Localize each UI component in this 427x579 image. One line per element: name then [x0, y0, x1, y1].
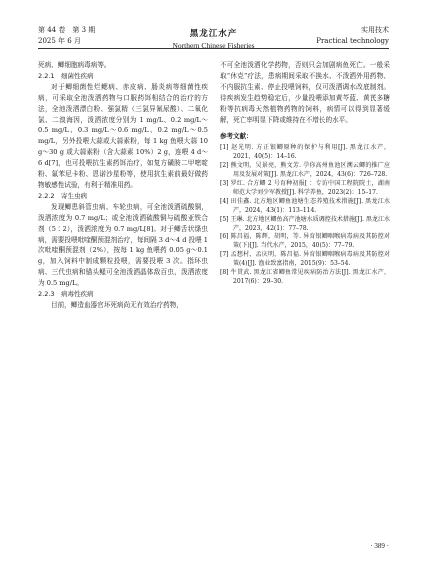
reference-item: [7] 孟想村，孟庆明，陈昌福. 异育银鲫咽喉病毒病及其防控对策(4)[J]. 渔业致富指南，2015(9)：53–54. [220, 251, 390, 268]
publication-date: 2025 年 6 月 [38, 37, 81, 45]
header-divider [38, 48, 389, 49]
page-number: · 389 · [370, 542, 389, 550]
page-header [38, 25, 389, 59]
paragraph: 不可全池泼洒化学药物，否则只会加剧病鱼死亡。一般采取“休克”疗法，患病期间采取不换水、不泼洒外用药物、不内服抗生素、停止投喂饲料，仅可泼洒调水改底制剂。待疾病发生趋势稳定后，少量投喂添加黄芩蓝、黄芪多糖粉等抗病毒天然植物药物的饲料，病情可以得到显著缓解，死亡率明显下降或维持在不增长的水平。 [220, 61, 390, 124]
left-column [38, 60, 208, 311]
section-heading-bacterial: 2.2.1 细菌性疾病 [38, 71, 94, 80]
section-heading-viral: 2.2.3 病毒性疾病 [38, 290, 94, 299]
paragraph: 发现鲫患斜管虫病、车轮虫病，可全池泼洒硫酸铜，泼洒浓度为 0.7 mg/L；或全池泼洒硫酸铜与硫酸亚铁合剂（5∶2），泼洒浓度为 0.7 mg/L[8]。对于鲫舌状绦虫病，需要投喂吡喹酮预混剂治疗，每间隔 3 d～4 d 投喂 1 次吡喹酮预混剂（2%），按每 1 kg 鱼喂药 0.05 g～0.1 g，加入饲料中制成颗粒投喂，需要投喂 3 次。指环虫病、三代虫病和锚头鳋可全池泼洒晶体敌百虫，泼洒浓度为 0.5 mg/L。 [38, 202, 208, 288]
reference-item: [1] 赵光明. 方正银鲫原种的保护与利用[J]. 黑龙江水产，2021，40(5)：14–16. [220, 144, 390, 161]
volume-issue: 第 44 卷 第 3 期 [38, 26, 96, 34]
section-label [316, 25, 389, 47]
right-column [220, 60, 390, 287]
section-label-en: Practical technology [316, 37, 389, 45]
reference-item: [8] 牛贯武. 黑龙江省鲫鱼常见疾病防治方法[J]. 黑龙江水产，2017(6)：29–30. [220, 269, 390, 285]
reference-list [220, 144, 390, 287]
section-label-cn: 实用技术 [361, 26, 389, 34]
reference-item: [6] 陈昌福，陈辉，胡明，等. 异育银鲫咽喉病毒病及其防控对策(下)[J]. 当代水产，2015，40(5)：77–79. [220, 233, 390, 250]
reference-item: [3] 罗红. 合方鲫 2 号育种初报[ ：专访中国工程院院士，湖南师范大学刘少军教授[J]. 科学养鱼，2023(2)：15–17. [220, 179, 390, 196]
paragraph: 死病、鲫细胞病毒病等。 [38, 61, 111, 69]
reference-item: [4] 田佳鑫. 北方地区鲫鱼池塘生态养殖技术措施[J]. 黑龙江水产，2024，43(1)：113–114. [220, 197, 390, 214]
section-heading-parasite: 2.2.2 寄生虫病 [38, 191, 88, 200]
references-heading: 参考文献： [220, 132, 253, 141]
journal-title-en: Northern Chinese Fisheries [172, 41, 255, 50]
paragraph: 对于鲫细菌性烂鳃病、赤皮病、肠炎病等细菌性疾病，可采取全池泼洒药物与口服药饵相结合的治疗的方法，全池泼洒漂白粉、强氯精（三氯异氰尿酸）、二氧化氯、二溴海因，泼洒浓度分别为 1 mg/L、0.2 mg/L～0.5 mg/L、0.3 mg/L～0.6 mg/L、0.2 mg/L～0.5 mg/L，另外投喂大蒜或大蒜素粉，每 1 kg 鱼喂大蒜 10 g～30 g 或大蒜素粉（含大蒜素 10%）2 g，连喂 4 d～6 d[7]，也可投喂抗生素药饵治疗，如复方磺胺二甲嘧啶粉、氟苯尼卡粉、恩诺沙星粉等，使用抗生素前最好做药物敏感性试验，有利于精准用药。 [38, 82, 208, 189]
paragraph: 目前，鲫造血器官坏死病尚无有效治疗药物， [51, 300, 183, 309]
reference-item: [2] 熊文明，吴景亮，熊文芳. 孕你高州鱼池区溯云鲫的推广应用及发展对策[J]. 黑龙江水产，2024，43(6)：726–728. [220, 162, 390, 179]
reference-item: [5] 王琳. 北方地区鲫鱼高产池塘水质调控技术措施[J]. 黑龙江水产，2023，42(1)：77–78. [220, 215, 390, 232]
journal-title-cn: 黑龙江水产 [189, 29, 238, 39]
